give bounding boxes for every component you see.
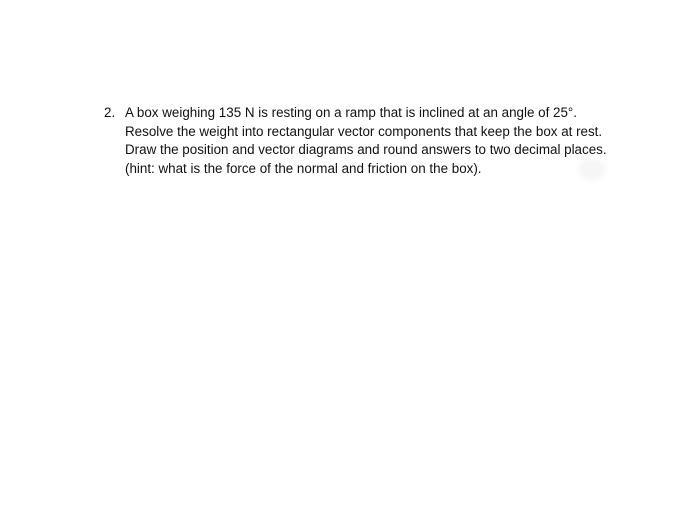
background-smudge: [578, 158, 606, 180]
question-line: (hint: what is the force of the normal and friction on the box).: [125, 160, 482, 176]
question-number: 2.: [104, 105, 116, 120]
question-line: A box weighing 135 N is resting on a ramp that is inclined at an angle of 25°.: [125, 105, 577, 120]
question-line: Resolve the weight into rectangular vector components that keep the box at rest.: [125, 123, 603, 139]
question-line: Draw the position and vector diagrams and round answers to two decimal places.: [125, 142, 607, 157]
